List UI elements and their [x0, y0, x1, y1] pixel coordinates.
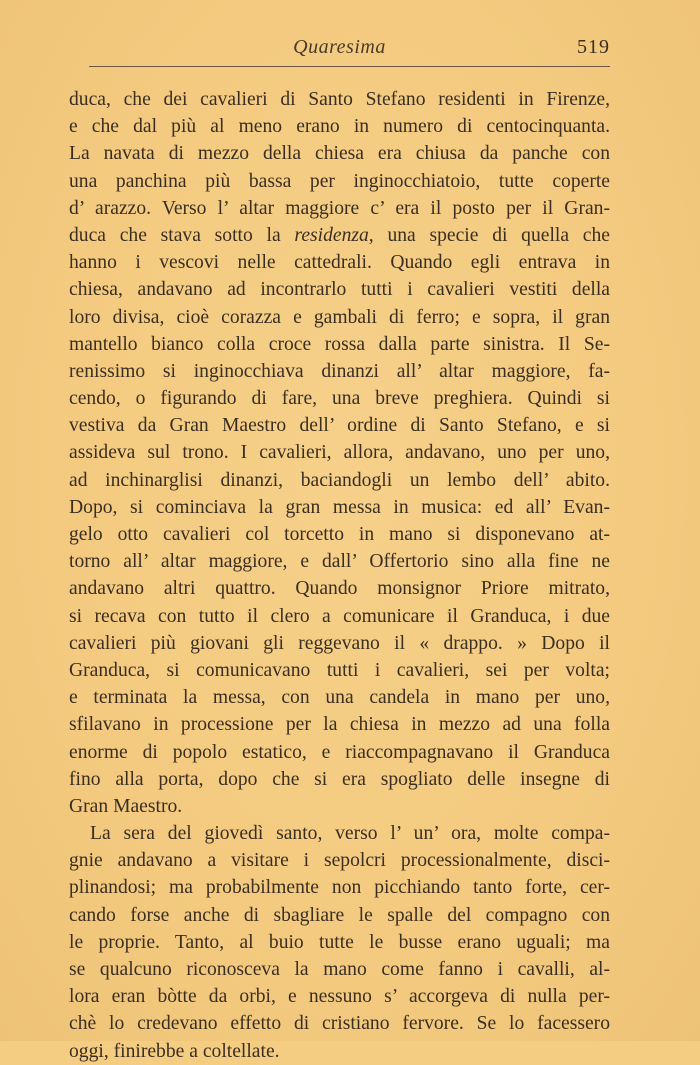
body-text	[69, 86, 610, 1065]
text-line: le proprie. Tanto, al buio tutte le busse erano uguali; ma	[69, 931, 610, 953]
page-header	[69, 36, 610, 68]
text-line: enorme di popolo estatico, e riaccompagnavano il Granduca	[69, 741, 610, 763]
text-line: vestiva da Gran Maestro dell’ ordine di Santo Stefano, e si	[69, 415, 610, 437]
text-line: fino alla porta, dopo che si era spogliato delle insegne di	[69, 768, 610, 790]
text-line: se qualcuno riconosceva la mano come fanno i cavalli, al-	[69, 959, 610, 980]
paragraph	[69, 820, 610, 1065]
text-line: mantello bianco colla croce rossa dalla parte sinistra. Il Se-	[69, 333, 610, 355]
text-line: una panchina più bassa per inginocchiatoio, tutte coperte	[69, 170, 610, 192]
text-line: cando forse anche di sbagliare le spalle del compagno con	[69, 904, 610, 926]
text-line: Granduca, si comunicavano tutti i cavalieri, sei per volta;	[69, 659, 610, 681]
text-line: andavano altri quattro. Quando monsignor Priore mitrato,	[69, 578, 610, 600]
text-line: hanno i vescovi nelle cattedrali. Quando egli entrava in	[69, 252, 610, 274]
text-line: chè lo credevano effetto di cristiano fervore. Se lo facessero	[69, 1013, 610, 1035]
text-line: La navata di mezzo della chiesa era chiusa da panche con	[69, 143, 610, 165]
text-line: sfilavano in processione per la chiesa in mezzo ad una folla	[69, 714, 610, 736]
text-line: torno all’ altar maggiore, e dall’ Offertorio sino alla fine ne	[69, 551, 610, 573]
text-line: oggi, finirebbe a coltellate.	[69, 1040, 280, 1062]
text-line: Dopo, si cominciava la gran messa in musica: ed all’ Evan-	[69, 496, 610, 518]
text-line: duca che stava sotto la residenza, una specie di quella che	[69, 224, 610, 246]
text-line: La sera del giovedì santo, verso l’ un’ ora, molte compa-	[90, 823, 610, 845]
text-line: Gran Maestro.	[69, 795, 183, 817]
text-line: cendo, o figurando di fare, una breve preghiera. Quindi si	[69, 388, 610, 410]
text-line: e che dal più al meno erano in numero di centocinquanta.	[69, 116, 610, 138]
text-line: gnie andavano a visitare i sepolcri processionalmente, disci-	[69, 850, 610, 872]
text-line: loro divisa, cioè corazza e gambali di ferro; e sopra, il gran	[69, 306, 610, 328]
text-line: lora eran bòtte da orbi, e nessuno s’ accorgeva di nulla per-	[69, 986, 610, 1008]
text-line: si recava con tutto il clero a comunicare il Granduca, i due	[69, 605, 610, 627]
text-line: assideva sul trono. I cavalieri, allora, andavano, uno per uno,	[69, 442, 610, 464]
page-number: 519	[577, 36, 610, 58]
running-title: Quaresima	[293, 36, 386, 58]
text-line: plinandosi; ma probabilmente non picchiando tanto forte, cer-	[69, 877, 610, 899]
text-line: duca, che dei cavalieri di Santo Stefano residenti in Firenze,	[69, 89, 610, 110]
text-line: e terminata la messa, con una candela in mano per uno,	[69, 687, 610, 709]
text-line: cavalieri più giovani gli reggevano il « drappo. » Dopo il	[69, 632, 610, 654]
text-line: chiesa, andavano ad incontrarlo tutti i cavalieri vestiti della	[69, 279, 610, 301]
header-rule	[89, 66, 610, 67]
paragraph	[69, 86, 610, 820]
text-line: renissimo si inginocchiava dinanzi all’ altar maggiore, fa-	[69, 360, 610, 382]
text-line: ad inchinarglisi dinanzi, baciandogli un lembo dell’ abito.	[69, 469, 610, 491]
text-line: d’ arazzo. Verso l’ altar maggiore c’ era il posto per il Gran-	[69, 197, 610, 219]
text-line: gelo otto cavalieri col torcetto in mano si disponevano at-	[69, 524, 610, 545]
